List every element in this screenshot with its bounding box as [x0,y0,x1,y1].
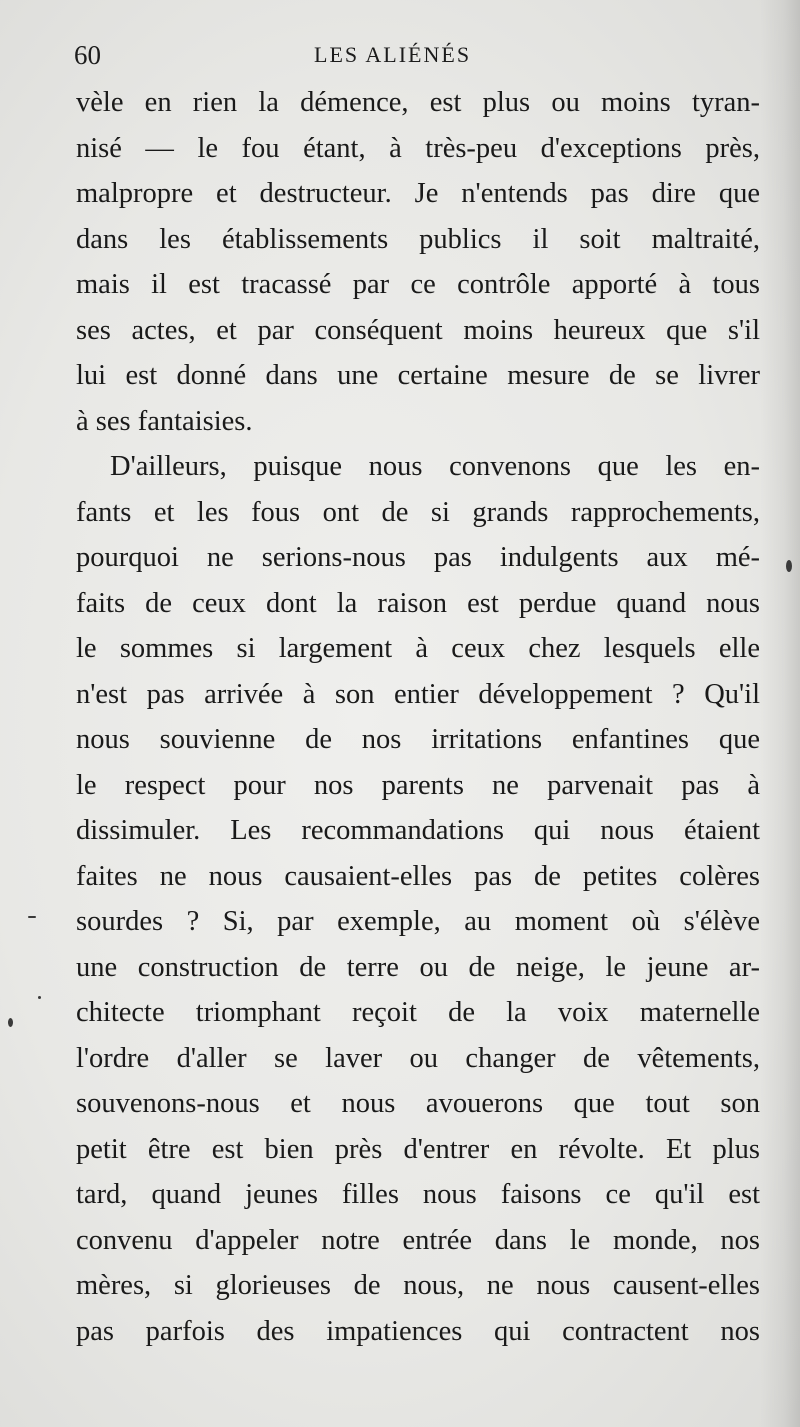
ink-speck [38,996,41,999]
text-line: dissimuler. Les recommandations qui nous étaient [76,815,760,846]
page-edge-shadow [760,0,800,1427]
page-number: 60 [74,40,101,70]
text-line: chitecte triomphant reçoit de la voix maternelle [76,997,760,1028]
ink-speck [8,1018,13,1027]
text-line: pourquoi ne serions-nous pas indulgents aux mé- [76,542,760,573]
text-line: lui est donné dans une certaine mesure de se livrer [76,360,760,391]
text-line: tard, quand jeunes filles nous faisons ce qu'il est [76,1179,760,1210]
text-line: sourdes ? Si, par exemple, au moment où s'élève [76,906,760,937]
text-line: l'ordre d'aller se laver ou changer de vêtements, [76,1042,760,1074]
text-line: le respect pour nos parents ne parvenait pas à [76,769,760,801]
text-line: le sommes si largement à ceux chez lesquels elle [76,633,760,664]
running-head: LES ALIÉNÉS [314,42,472,67]
text-line: ses actes, et par conséquent moins heureux que s'il [76,314,760,346]
text-line: dans les établissements publics il soit maltraité, [76,223,760,255]
text-line: mères, si glorieuses de nous, ne nous causent-elles [76,1270,760,1301]
text-line: malpropre et destructeur. Je n'entends pas dire que [76,178,760,209]
text-line: souvenons-nous et nous avouerons que tout son [76,1088,760,1119]
ink-speck [28,916,36,918]
text-line: faites ne nous causaient-elles pas de petites colères [76,860,760,892]
text-line: nisé — le fou étant, à très-peu d'exceptions près, [76,132,760,164]
body-text [76,80,760,1354]
ink-speck [786,560,792,572]
text-line: pas parfois des impatiences qui contractent nos [76,1315,760,1347]
text-line: nous souvienne de nos irritations enfantines que [76,724,760,755]
text-line: convenu d'appeler notre entrée dans le monde, nos [76,1224,760,1256]
text-line: petit être est bien près d'entrer en révolte. Et plus [76,1133,760,1165]
text-line: faits de ceux dont la raison est perdue quand nous [76,587,760,619]
text-line: n'est pas arrivée à son entier développement ? Qu'il [76,678,760,710]
text-line: mais il est tracassé par ce contrôle apporté à tous [76,269,760,300]
text-line: une construction de terre ou de neige, le jeune ar- [76,951,760,983]
text-line: à ses fantaisies. [76,405,253,437]
text-line: vèle en rien la démence, est plus ou moins tyran- [76,87,760,118]
text-line: D'ailleurs, puisque nous convenons que les en- [110,451,760,482]
page-header [74,36,764,76]
text-line: fants et les fous ont de si grands rapprochements, [76,496,760,528]
